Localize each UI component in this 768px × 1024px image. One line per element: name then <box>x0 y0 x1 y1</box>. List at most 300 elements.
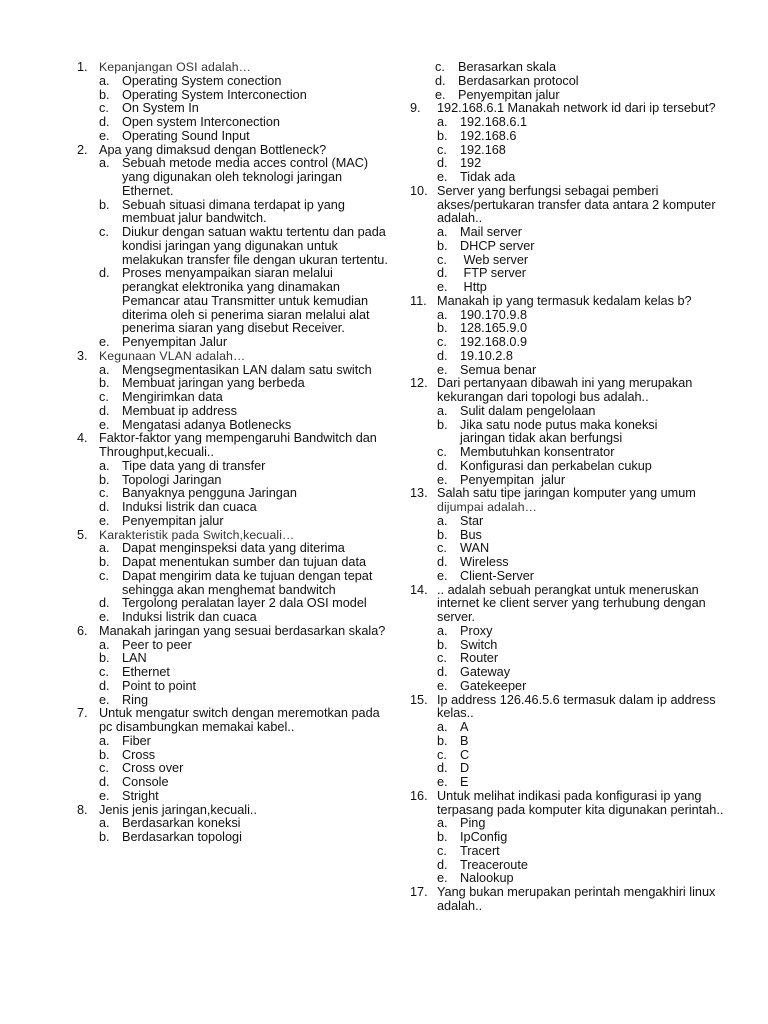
option-list <box>437 116 726 185</box>
option-text: 192.168.6 <box>460 128 517 143</box>
option-text: Berdasarkan topologi <box>122 830 242 844</box>
option <box>99 790 390 804</box>
option-letter: a. <box>437 307 448 322</box>
option-letter: c. <box>99 761 109 776</box>
question-number: 14. <box>410 582 428 597</box>
option-list <box>99 460 390 529</box>
option-text: Membuat ip address <box>122 403 237 418</box>
option <box>437 240 726 254</box>
option-list <box>99 75 390 144</box>
option-text: Operating System Interconection <box>122 87 307 102</box>
option-text: Nalookup <box>460 871 514 886</box>
option-text: Berdasarkan protocol <box>458 73 579 88</box>
option <box>437 721 726 735</box>
option-text: Cross over <box>122 761 184 776</box>
question-number: 8. <box>77 802 88 817</box>
option-text: Jika satu node putus maka koneksi jaringan tidak akan berfungsi <box>460 417 658 446</box>
option-text: 19.10.2.8 <box>460 348 513 363</box>
option-text: DHCP server <box>460 238 535 253</box>
option <box>99 639 390 653</box>
option-letter: e. <box>437 280 448 294</box>
option-text: Induksi listrik dan cuaca <box>122 610 257 624</box>
option-letter: c. <box>99 390 109 404</box>
option-list <box>437 309 726 378</box>
option-text: 128.165.9.0 <box>460 321 528 336</box>
option-letter: a. <box>99 362 110 377</box>
option-letter: d. <box>437 458 448 473</box>
question-1 <box>78 61 390 144</box>
question-number: 10. <box>410 183 428 198</box>
option <box>99 487 390 501</box>
option <box>99 556 390 570</box>
option-letter: e. <box>99 335 110 349</box>
question-text: Manakah ip yang termasuk kedalam kelas b? <box>437 293 692 308</box>
option <box>437 762 726 776</box>
option-letter: d. <box>437 156 448 171</box>
option <box>437 350 726 364</box>
question-17 <box>410 885 726 914</box>
option-text: Banyaknya pengguna Jaringan <box>122 486 297 501</box>
option-list <box>99 157 390 350</box>
option-text: Fiber <box>122 733 151 748</box>
option-letter: e. <box>437 170 448 184</box>
option-text: Penyempitan jalur <box>458 87 560 102</box>
option-letter: e. <box>437 871 448 886</box>
option <box>99 515 390 529</box>
option <box>99 831 390 845</box>
option <box>437 542 726 556</box>
option <box>99 817 390 831</box>
option-letter: a. <box>437 623 448 638</box>
option-list <box>437 625 726 694</box>
option-text: 192 <box>460 156 482 171</box>
option-text: 192.168.0.9 <box>460 335 528 349</box>
option-text: 192.168.6.1 <box>460 115 528 129</box>
option-text: Sebuah situasi dimana terdapat ip yang membuat jalur bandwitch. <box>122 197 345 226</box>
option <box>99 377 390 391</box>
option <box>99 735 390 749</box>
question-text: Faktor-faktor yang mempengaruhi Bandwitch dan Throughput,kecuali.. <box>99 431 377 459</box>
option-text: Star <box>460 513 484 528</box>
option-text: Penyempitan Jalur <box>122 335 228 349</box>
option <box>437 817 726 831</box>
option-text: Konfigurasi dan perkabelan cukup <box>460 458 652 473</box>
option-list <box>99 364 390 433</box>
option-list <box>437 226 726 295</box>
option-text: IpConfig <box>460 830 508 844</box>
option-letter: a. <box>437 225 448 239</box>
option-letter: c. <box>437 651 447 666</box>
option-letter: c. <box>437 252 447 267</box>
right-column <box>410 60 726 914</box>
option-text: D <box>460 761 470 776</box>
option-letter: a. <box>437 403 448 418</box>
option <box>99 542 390 556</box>
option-letter: a. <box>99 73 110 88</box>
option-letter: d. <box>435 73 446 88</box>
question-8 <box>78 804 390 845</box>
option-text: Client-Server <box>460 568 535 583</box>
option-letter: b. <box>437 417 448 432</box>
question-text: Karakteristik pada Switch,kecuali… <box>99 527 295 542</box>
question-number: 12. <box>410 376 428 391</box>
option <box>99 336 390 350</box>
question-7 <box>78 707 390 803</box>
question-16 <box>410 788 726 886</box>
option-letter: c. <box>437 747 447 762</box>
option-letter: d. <box>437 348 448 363</box>
option-text: Bus <box>460 527 482 542</box>
option-text: Web server <box>460 252 529 267</box>
option <box>437 556 726 570</box>
option-letter: d. <box>99 266 110 281</box>
option-letter: d. <box>437 857 448 872</box>
option-text: Wireless <box>460 555 509 569</box>
option-text: Operating System conection <box>122 73 282 88</box>
option-letter: d. <box>99 115 110 129</box>
option-text: WAN <box>460 541 490 556</box>
option-letter: e. <box>99 692 110 707</box>
option-letter: b. <box>437 321 448 336</box>
option-letter: d. <box>437 555 448 569</box>
option-text: Mengatasi adanya Botlenecks <box>122 417 292 432</box>
question-12 <box>410 376 726 487</box>
option-list <box>99 735 390 804</box>
option <box>437 872 726 886</box>
option <box>437 446 726 460</box>
option-list <box>437 515 726 584</box>
option <box>437 460 726 474</box>
option-text: LAN <box>122 651 147 666</box>
option-letter: d. <box>437 761 448 776</box>
option-text: Proxy <box>460 623 493 638</box>
option-letter: a. <box>437 115 448 129</box>
option-letter: c. <box>437 541 447 556</box>
option <box>437 859 726 873</box>
option <box>437 474 726 488</box>
option-letter: e. <box>99 610 110 624</box>
question-6 <box>78 625 390 708</box>
option-text: Switch <box>460 637 498 652</box>
option-text: Berdasarkan koneksi <box>122 816 241 831</box>
option <box>437 570 726 584</box>
option-letter: a. <box>437 816 448 831</box>
question-number: 7. <box>77 706 88 721</box>
option-text: Sebuah metode media acces control (MAC) yang digunakan oleh teknologi jaringan Ethernet. <box>122 156 369 198</box>
question-text: Dari pertanyaan dibawah ini yang merupakan kekurangan dari topologi bus adalah.. <box>437 376 693 404</box>
option-letter: e. <box>437 362 448 377</box>
option-text: Membuat jaringan yang berbeda <box>122 376 305 391</box>
option-letter: c. <box>99 486 109 501</box>
question-3 <box>78 350 390 433</box>
option-letter: d. <box>437 665 448 679</box>
option-letter: b. <box>99 472 110 487</box>
question-number: 3. <box>77 348 88 363</box>
option-letter: d. <box>437 266 448 281</box>
option-letter: e. <box>437 678 448 693</box>
question-text: Kegunaan VLAN adalah… <box>99 348 246 363</box>
question-14 <box>410 582 726 694</box>
question-9 <box>410 101 726 185</box>
option <box>437 515 726 529</box>
option-letter: d. <box>99 596 110 611</box>
option-letter: b. <box>437 238 448 253</box>
option-text: Berasarkan skala <box>458 60 557 74</box>
question-text: .. adalah sebuah perangkat untuk meneruskan internet ke client server yang terhubung dengan server. <box>437 582 706 624</box>
option-text: 190.170.9.8 <box>460 307 528 322</box>
option-letter: c. <box>99 568 109 583</box>
question-text: Jenis jenis jaringan,kecuali.. <box>99 802 257 817</box>
option-text: Router <box>460 651 499 666</box>
option <box>437 144 726 158</box>
option <box>437 405 726 419</box>
option-list <box>437 721 726 790</box>
option-text: Ping <box>460 816 486 831</box>
option-letter: e. <box>99 417 110 432</box>
option-text: Topologi Jaringan <box>122 472 222 487</box>
option-text: Tipe data yang di transfer <box>122 458 266 473</box>
option-list <box>437 405 726 488</box>
question-number: 6. <box>77 623 88 638</box>
option-letter: b. <box>99 830 110 844</box>
option-text: Semua benar <box>460 362 537 377</box>
question-number: 17. <box>410 885 428 899</box>
option <box>99 597 390 611</box>
question-number: 13. <box>410 486 428 501</box>
option <box>99 267 390 336</box>
option-letter: e. <box>437 775 448 789</box>
option <box>437 680 726 694</box>
option-letter: b. <box>437 830 448 844</box>
option-text: FTP server <box>460 266 527 281</box>
question-5 <box>78 529 390 625</box>
option <box>435 89 726 103</box>
question-text: Salah satu tipe jaringan komputer yang umum <box>437 486 696 501</box>
option <box>99 776 390 790</box>
option-letter: b. <box>437 733 448 748</box>
option <box>437 171 726 185</box>
option <box>437 639 726 653</box>
option-text: Diukur dengan satuan waktu tertentu dan pada kondisi jaringan yang digunakan untuk melakukan transfer file dengan ukuran tertentu. <box>122 225 388 267</box>
option <box>437 267 726 281</box>
option-letter: b. <box>437 128 448 143</box>
option-letter: c. <box>437 142 447 157</box>
option-text: Operating Sound Input <box>122 128 250 143</box>
option-text: Ethernet <box>122 665 170 679</box>
option <box>437 529 726 543</box>
option-letter: e. <box>99 788 110 803</box>
option-list <box>435 61 726 102</box>
question-text: Ip address 126.46.5.6 termasuk dalam ip address kelas.. <box>437 692 716 721</box>
option-text: C <box>460 747 470 762</box>
option <box>99 666 390 680</box>
question-text: Apa yang dimaksud dengan Bottleneck? <box>99 142 327 157</box>
question-number: 16. <box>410 788 428 803</box>
option-letter: d. <box>99 678 110 693</box>
option <box>99 405 390 419</box>
option-text: Penyempitan jalur <box>122 513 224 528</box>
option-text: On System In <box>122 101 199 116</box>
option-text: Mengsegmentasikan LAN dalam satu switch <box>122 362 372 377</box>
option-text: Mail server <box>460 225 523 239</box>
option-list <box>99 542 390 625</box>
option-text: Stright <box>122 788 159 803</box>
option <box>437 419 688 447</box>
question-text: Manakah jaringan yang sesuai berdasarkan skala? <box>99 623 386 638</box>
option-text: A <box>460 720 469 734</box>
option <box>99 680 390 694</box>
option <box>437 130 726 144</box>
question-10 <box>410 183 726 295</box>
option <box>437 652 726 666</box>
question-text: Untuk melihat indikasi pada konfigurasi ip yang terpasang pada komputer kita digunakan perintah.. <box>437 788 724 817</box>
option <box>99 460 390 474</box>
option-text: Point to point <box>122 678 197 693</box>
option <box>437 364 726 378</box>
option-letter: a. <box>437 720 448 734</box>
option-text: 192.168 <box>460 142 506 157</box>
option-text: B <box>460 733 469 748</box>
question-number: 5. <box>77 527 88 542</box>
option-letter: c. <box>99 225 109 239</box>
option <box>99 364 390 378</box>
option <box>99 89 390 103</box>
question-number: 2. <box>77 142 88 157</box>
option-text: Penyempitan jalur <box>460 472 566 487</box>
option <box>437 226 726 240</box>
option <box>99 102 390 116</box>
option-text: Treaceroute <box>460 857 528 872</box>
option <box>437 845 726 859</box>
option-letter: c. <box>99 101 109 116</box>
option-text: Console <box>122 775 169 789</box>
option <box>435 61 726 75</box>
option-text: Peer to peer <box>122 637 192 652</box>
option-text: Tergolong peralatan layer 2 dala OSI model <box>122 596 367 611</box>
option <box>99 199 390 227</box>
question-number: 1. <box>77 60 88 74</box>
option-letter: e. <box>437 472 448 487</box>
option-letter: e. <box>435 87 446 102</box>
option-letter: a. <box>99 816 110 831</box>
question-number: 11. <box>410 293 427 308</box>
question-2 <box>78 144 390 350</box>
option-text: Ring <box>122 692 149 707</box>
option-letter: b. <box>99 555 110 569</box>
option-letter: a. <box>99 156 110 171</box>
question-text: 192.168.6.1 Manakah network id dari ip tersebut? <box>437 101 716 116</box>
option-letter: d. <box>99 775 110 789</box>
option <box>437 336 726 350</box>
option-letter: a. <box>99 637 110 652</box>
question-11 <box>410 293 726 378</box>
left-column <box>78 61 390 845</box>
option-letter: b. <box>99 376 110 391</box>
option-letter: c. <box>437 335 447 349</box>
option-letter: c. <box>435 60 445 74</box>
option <box>99 419 390 433</box>
option <box>99 226 390 267</box>
option-text: Dapat menginspeksi data yang diterima <box>122 541 345 556</box>
option-list <box>437 817 726 886</box>
option <box>99 130 390 144</box>
option-letter: a. <box>99 458 110 473</box>
option-text: Tracert <box>460 843 500 858</box>
option <box>99 611 390 625</box>
option <box>437 776 726 790</box>
option-letter: c. <box>99 665 109 679</box>
option-list <box>99 639 390 708</box>
option <box>99 762 390 776</box>
option-text: E <box>460 775 469 789</box>
option <box>435 75 726 89</box>
option-text: Dapat menentukan sumber dan tujuan data <box>122 555 367 569</box>
option <box>99 694 390 708</box>
option-letter: a. <box>99 733 110 748</box>
question-15 <box>410 692 726 790</box>
option-text: Sulit dalam pengelolaan <box>460 403 596 418</box>
option <box>99 474 390 488</box>
question-text: Yang bukan merupakan perintah mengakhiri linux adalah.. <box>437 885 716 913</box>
question-number: 15. <box>410 692 428 707</box>
option <box>437 254 726 268</box>
option-letter: d. <box>99 403 110 418</box>
option-letter: c. <box>437 445 447 459</box>
option-letter: e. <box>99 513 110 528</box>
option-letter: e. <box>437 568 448 583</box>
option <box>99 501 390 515</box>
option <box>437 831 726 845</box>
option <box>99 570 390 598</box>
question-13 <box>410 486 726 583</box>
option-text: Mengirimkan data <box>122 390 223 404</box>
option-text: Open system Interconection <box>122 115 280 129</box>
option-text: Induksi listrik dan cuaca <box>122 500 257 514</box>
option <box>437 157 726 171</box>
option-letter: c. <box>437 843 447 858</box>
option-text: Proses menyampaikan siaran melalui perangkat elektronika yang dinamakan Pemancar atau Transmitter untuk kemudian diterima oleh si penerima siaran melalui alat penerima siaran yang disebut Receiver. <box>122 266 370 336</box>
option <box>437 309 726 323</box>
option-letter: d. <box>99 500 110 514</box>
question-number: 4. <box>77 431 88 446</box>
option-text: Membutuhkan konsentrator <box>460 445 615 459</box>
question-text: Untuk mengatur switch dengan meremotkan pada pc disambungkan memakai kabel.. <box>99 706 380 734</box>
option <box>437 322 726 336</box>
option-list <box>99 817 390 845</box>
option-text: Dapat mengirim data ke tujuan dengan tepat sehingga akan menghemat bandwitch <box>122 568 373 597</box>
option <box>99 157 390 198</box>
option <box>437 281 726 295</box>
option-text: Tidak ada <box>460 170 516 184</box>
option <box>437 666 726 680</box>
option-letter: b. <box>437 527 448 542</box>
option <box>99 652 390 666</box>
option <box>437 625 726 639</box>
option-letter: b. <box>99 197 110 212</box>
option-text: Gatekeeper <box>460 678 527 693</box>
option <box>437 749 726 763</box>
option-text: Http <box>460 280 487 294</box>
question-text-continued: dijumpai adalah… <box>437 500 538 514</box>
option-letter: b. <box>99 651 110 666</box>
question-number: 9. <box>410 101 421 116</box>
option <box>437 116 726 130</box>
option-letter: e. <box>99 128 110 143</box>
option-letter: b. <box>99 87 110 102</box>
option-letter: b. <box>99 747 110 762</box>
question-4 <box>78 432 390 528</box>
option-text: Cross <box>122 747 156 762</box>
